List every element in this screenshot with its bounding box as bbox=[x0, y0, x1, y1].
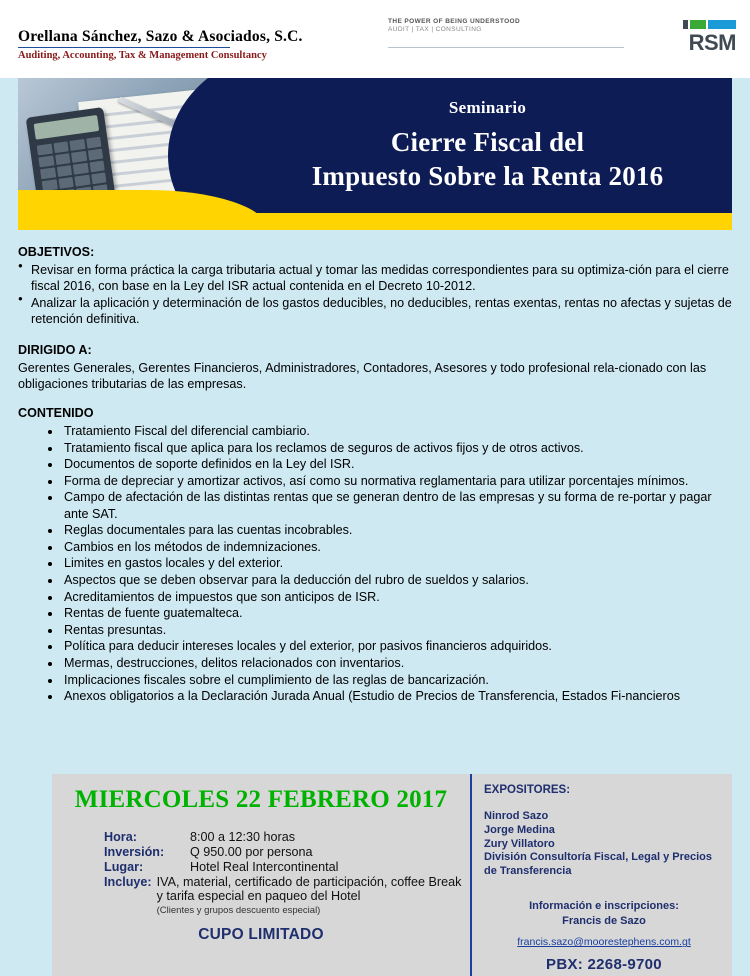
speakers-panel bbox=[470, 774, 732, 976]
contact-block bbox=[484, 899, 724, 974]
contact-phone: PBX: 2268-9700 bbox=[546, 956, 662, 974]
contact-person: Francis de Sazo bbox=[562, 914, 646, 927]
brand-tagline bbox=[388, 18, 638, 48]
row-label: Inversión: bbox=[104, 845, 165, 859]
dirigido-text: Gerentes Generales, Gerentes Financieros, Administradores, Contadores, Asesores y todo profesional rela-cionado con las obligaciones tributarias de las empresas. bbox=[18, 360, 707, 391]
firm-identity bbox=[18, 28, 348, 62]
event-date: MIERCOLES 22 FEBRERO 2017 bbox=[74, 786, 448, 813]
event-banner bbox=[18, 78, 732, 230]
list-item: • Tratamiento fiscal que aplica para los reclamos de seguros de activos fijos y de otros activos. bbox=[62, 440, 732, 456]
firm-subtitle: Auditing, Accounting, Tax & Management Consultancy bbox=[18, 50, 267, 62]
list-item: • Forma de depreciar y amortizar activos, así como su normativa reglamentaria para utilizar porcentajes mínimos. bbox=[62, 473, 732, 489]
list-item: • Implicaciones fiscales sobre el cumplimiento de las reglas de bancarización. bbox=[62, 672, 732, 688]
table-row bbox=[104, 875, 470, 916]
tagline-services: AUDIT | TAX | CONSULTING bbox=[388, 26, 482, 33]
row-label: Lugar: bbox=[104, 860, 144, 874]
list-item: • Tratamiento Fiscal del diferencial cambiario. bbox=[62, 423, 732, 439]
list-item: • Acreditamientos de impuestos que son anticipos de ISR. bbox=[62, 589, 732, 605]
cupo-limitado: CUPO LIMITADO bbox=[198, 926, 324, 943]
rsm-wordmark: RSM bbox=[688, 30, 736, 55]
row-label: Hora: bbox=[104, 830, 137, 844]
firm-divider bbox=[18, 47, 230, 48]
list-item: • Anexos obligatorios a la Declaración Jurada Anual (Estudio de Precios de Transferencia, Estados Fi-nancieros bbox=[62, 688, 732, 704]
contact-email-link[interactable]: francis.sazo@moorestephens.com.gt bbox=[517, 936, 691, 949]
expositores-heading: EXPOSITORES: bbox=[484, 784, 571, 796]
banner-kicker: Seminario bbox=[448, 97, 527, 117]
list-item: • Reglas documentales para las cuentas incobrables. bbox=[62, 522, 732, 538]
speaker-name: Ninrod Sazo bbox=[484, 810, 549, 822]
list-item: • Documentos de soporte definidos en la Ley del ISR. bbox=[62, 456, 732, 472]
contenido-list bbox=[18, 423, 732, 704]
tagline-divider bbox=[388, 47, 624, 48]
row-value-group bbox=[157, 875, 470, 916]
banner-text-block bbox=[243, 78, 732, 213]
row-note: (Clientes y grupos descuento especial) bbox=[156, 905, 321, 916]
contenido-heading: CONTENIDO bbox=[18, 405, 94, 420]
tagline-main: THE POWER OF BEING UNDERSTOOD bbox=[388, 18, 521, 25]
objetivos-list bbox=[18, 262, 732, 327]
banner-title-line2: Impuesto Sobre la Renta 2016 bbox=[311, 160, 664, 191]
list-item: • Limites en gastos locales y del exterior. bbox=[62, 555, 732, 571]
dirigido-heading: DIRIGIDO A: bbox=[18, 342, 92, 357]
list-item: • Rentas de fuente guatemalteca. bbox=[62, 605, 732, 621]
speaker-name: Zury Villatoro bbox=[484, 837, 555, 850]
page-header bbox=[0, 0, 750, 78]
row-value: Hotel Real Intercontinental bbox=[190, 860, 339, 874]
objetivos-heading: OBJETIVOS: bbox=[18, 245, 95, 259]
list-item: • Campo de afectación de las distintas rentas que se generan dentro de las empresas y su forma de re-portar y pagar ante SAT. bbox=[62, 489, 732, 521]
speaker-division: División Consultoría Fiscal, Legal y Precios de Transferencia bbox=[484, 851, 713, 877]
banner-title-line1: Cierre Fiscal del bbox=[390, 126, 585, 157]
list-item: • Política para deducir intereses locales y del exterior, por pasivos financieros adquiridos. bbox=[62, 638, 732, 654]
logistics-table bbox=[104, 830, 470, 916]
list-item: ● Analizar la aplicación y determinación de los gastos deducibles, no deducibles, rentas exentas, rentas no afectas y sujetas de retención definitiva. bbox=[18, 295, 732, 327]
list-item: • Mermas, destrucciones, delitos relacionados con inventarios. bbox=[62, 655, 732, 671]
document-body bbox=[0, 230, 750, 704]
contact-title: Información e inscripciones: bbox=[529, 899, 679, 912]
row-value: 8:00 a 12:30 horas bbox=[190, 830, 296, 844]
table-row bbox=[104, 860, 470, 874]
list-item: • Aspectos que se deben observar para la deducción del rubro de sueldos y salarios. bbox=[62, 572, 732, 588]
event-logistics bbox=[52, 774, 470, 976]
row-label: Incluye: bbox=[104, 875, 152, 889]
list-item: • Rentas presuntas. bbox=[62, 622, 732, 638]
rsm-bars-icon bbox=[683, 20, 736, 29]
row-value: Q 950.00 por persona bbox=[190, 845, 313, 859]
firm-name: Orellana Sánchez, Sazo & Asociados, S.C. bbox=[18, 28, 303, 45]
table-row bbox=[104, 845, 470, 859]
list-item: ● Revisar en forma práctica la carga tributaria actual y tomar las medidas correspondientes para su optimiza-ción para el cierre fiscal 2016, con base en la Ley del ISR actual contenida en el Decreto 10-2012. bbox=[18, 262, 732, 294]
list-item: • Cambios en los métodos de indemnizaciones. bbox=[62, 539, 732, 555]
rsm-logo bbox=[683, 20, 736, 54]
row-value: IVA, material, certificado de participación, coffee Break y tarifa especial en paqueo del Hotel bbox=[156, 875, 462, 903]
speaker-name: Jorge Medina bbox=[484, 823, 555, 836]
event-details-panel bbox=[52, 774, 732, 976]
table-row bbox=[104, 830, 470, 844]
